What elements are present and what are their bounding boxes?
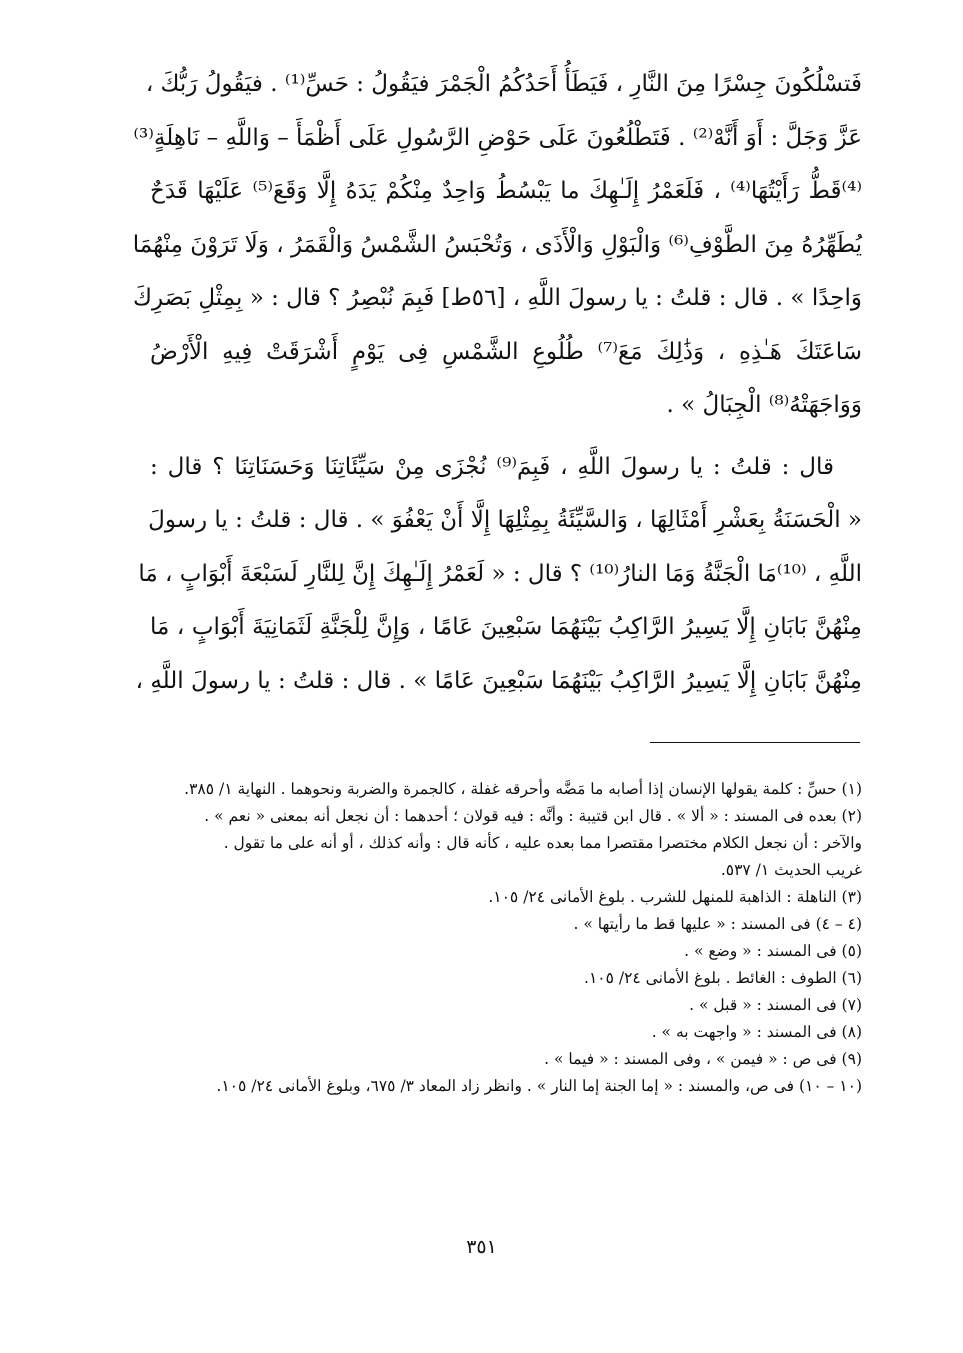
text-line: يُطَهِّرُهُ مِنَ الطَّوْفِ⁽⁶⁾ وَالْبَوْلِ وَالْأَذَى ، وَتُحْبَسُ الشَّمْسُ وَالْقَمَرُ ، وَلَا تَرَوْنَ مِنْهُمَا <box>132 231 862 258</box>
text-line: « الْحَسَنَةُ بِعَشْرِ أَمْثَالِهَا ، وَالسَّيِّئَةُ بِمِثْلِهَا إِلَّا أَنْ يَعْفُوَ » . قال : قلتُ : يا رسولَ <box>148 507 862 533</box>
page-number: ٣٥١ <box>466 1236 497 1258</box>
footnotes <box>140 776 862 1100</box>
text-line: سَاعَتَكَ هَـٰذِهِ ، وَذَٰلِكَ مَعَ⁽⁷⁾ طُلُوعِ الشَّمْسِ فِى يَوْمٍ أَشْرَقَتْ فِيهِ الْأَرْضُ <box>150 338 862 365</box>
footnote: (٢) بعده فى المسند : « ألا » . قال ابن قتيبة : وأنَّه : فيه قولان ؛ أحدهما : أن نجعل أنه بمعنى « نعم » . <box>204 807 862 825</box>
footnote: (٦) الطوف : الغائط . بلوغ الأمانى ٢٤/ ١٠٥. <box>584 969 862 987</box>
text-line: فَتسْلُكُونَ جِسْرًا مِنَ النَّارِ ، فَيَطَأُ أَحَدُكُمُ الْجَمْرَ فيَقُولُ : حَسِّ⁽¹⁾ . فيَقُولُ رَبُّكَ ، <box>145 71 862 97</box>
footnote: (١) حسِّ : كلمة يقولها الإنسان إذا أصابه ما مَضَّه وأحرقه غفلة ، كالجمرة والضربة ونحوهما . النهاية ١/ ٣٨٥. <box>184 780 862 798</box>
footnote: (٨) فى المسند : « واجهت به » . <box>651 1023 862 1041</box>
footnote: والآخر : أن نجعل الكلام مختصرا مقتصرا مما بعده عليه ، كأنه قال : وأنه كذلك ، أو أنه على ما تقول . <box>223 834 862 852</box>
footnote: (٩) فى ص : « فيمن » ، وفى المسند : « فيما » . <box>544 1050 862 1068</box>
main-text <box>132 58 862 708</box>
text-line: قال : قلتُ : يا رسولَ اللَّهِ ، فَبِمَ⁽⁹⁾ نُجْزَى مِنْ سَيِّئَاتِنَا وَحَسَنَاتِنَا ؟ قال : <box>150 453 834 480</box>
paragraph-gap <box>150 433 862 441</box>
footnote: (١٠ – ١٠) فى ص، والمسند : « إما الجنة إما النار » . وانظر زاد المعاد ٣/ ٦٧٥، وبلوغ الأمانى ٢٤/ ١٠٥. <box>216 1077 862 1095</box>
footnote: (٧) فى المسند : « قبل » . <box>689 996 862 1014</box>
text-line: وَاحِدًا » . قال : قلتُ : يا رسولَ اللَّهِ ، [٥٦ط] فَبِمَ نُبْصِرُ ؟ قال : « بِمِثْلِ بَصَرِكَ <box>133 285 862 311</box>
footnote: غريب الحديث ١/ ٥٣٧. <box>720 861 862 879</box>
text-line: عَزَّ وَجَلَّ : أَوَ أَنَّهْ⁽²⁾ . فَتَطْلُعُونَ عَلَى حَوْضِ الرَّسُولِ عَلَى أَظْمَأَ – وَاللَّهِ – نَاهِلَةٍ⁽³⁾ <box>133 124 862 151</box>
text-line: مِنْهُنَّ بَابَانِ إِلَّا يَسِيرُ الرَّاكِبُ بَيْنَهُمَا سَبْعِينَ عَامًا » . قال : قلتُ : يا رسولَ اللَّهِ ، <box>135 667 862 694</box>
footnote: (٤ – ٤) فى المسند : « عليها قط ما رأيتها » . <box>573 915 862 933</box>
text-line: وَوَاجَهَتْهُ⁽⁸⁾ الْجِبَالُ » . <box>666 392 862 418</box>
text-line: ⁽⁴⁾قَطُّ رَأَيْتُهَا⁽⁴⁾ ، فَلَعَمْرُ إِلَـٰهِكَ ما يَبْسُطُ وَاحِدٌ مِنْكُمْ يَدَهُ إِلَّا وَقَعَ⁽⁵⁾ عَلَيْهَا قَدَحٌ <box>150 178 862 204</box>
text-line: مِنْهُنَّ بَابَانِ إِلَّا يَسِيرُ الرَّاكِبُ بَيْنَهُمَا سَبْعِينَ عَامًا ، وَإِنَّ لِلْجَنَّةِ لَثَمَانِيَةَ أَبْوَابٍ ، مَا <box>150 614 862 640</box>
footnote-separator <box>650 742 860 743</box>
footnote: (٥) فى المسند : « وضع » . <box>684 942 862 960</box>
text-line: اللَّهِ ، ⁽¹⁰⁾مَا الْجَنَّةُ وَمَا النارُ⁽¹⁰⁾ ؟ قال : « لَعَمْرُ إِلَـٰهِكَ إِنَّ لِلنَّارِ لَسَبْعَةَ أَبْوَابٍ ، مَا <box>138 560 862 587</box>
footnote: (٣) الناهلة : الذاهبة للمنهل للشرب . بلوغ الأمانى ٢٤/ ١٠٥. <box>488 888 862 906</box>
